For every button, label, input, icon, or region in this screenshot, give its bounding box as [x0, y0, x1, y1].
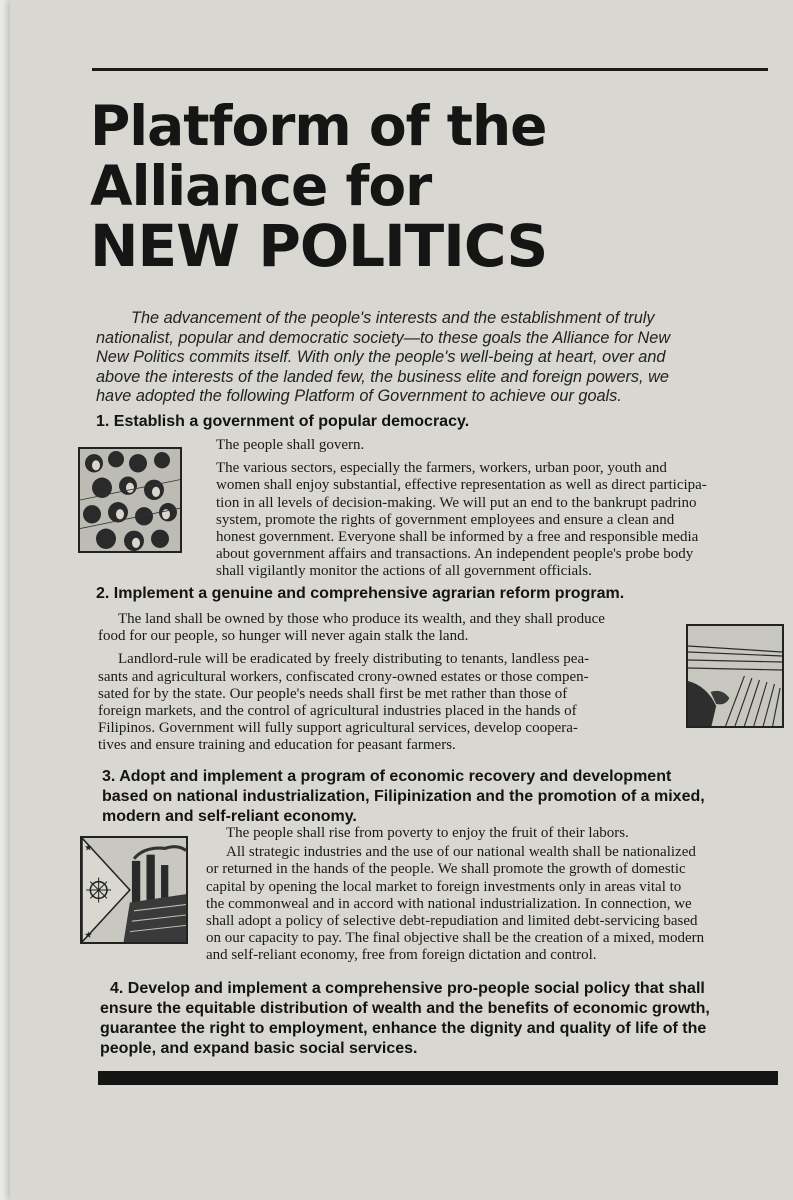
section-1-lead: The people shall govern. — [216, 437, 365, 453]
bottom-rule — [98, 1071, 778, 1085]
intro-line: The advancement of the people's interests and the establishment of truly — [131, 309, 655, 327]
svg-text:★: ★ — [84, 929, 93, 941]
body-line: on our capacity to pay. The final objective shall be the creation of a mixed, modern — [206, 930, 705, 947]
svg-text:★: ★ — [84, 842, 93, 854]
heading-line: 3. Adopt and implement a program of economic recovery and development — [102, 768, 672, 785]
intro-paragraph — [96, 309, 776, 407]
body-line: shall vigilantly monitor the actions of all government officials. — [216, 563, 592, 580]
body-line: about government affairs and transactions. An independent people's probe body — [216, 546, 694, 563]
heading-line: modern and self-reliant economy. — [102, 808, 357, 825]
section-1-body — [216, 437, 707, 581]
body-line: The land shall be owned by those who produce its wealth, and they shall produce — [118, 611, 605, 627]
page-title — [90, 94, 690, 280]
body-line: Filipinos. Government will fully support agricultural services, develop coopera- — [98, 720, 578, 737]
body-line: The various sectors, especially the farmers, workers, urban poor, youth and — [216, 460, 667, 477]
factory-flag-illustration — [80, 836, 188, 944]
body-line: sants and agricultural workers, confiscated crony-owned estates or those compen- — [98, 668, 589, 685]
body-line: or returned in the hands of the people. We shall promote the growth of domestic — [206, 861, 686, 878]
farmer-harvest-illustration — [686, 624, 784, 728]
body-line: All strategic industries and the use of our national wealth shall be nationalized — [226, 844, 696, 861]
section-2-body — [98, 611, 605, 755]
section-3-lead: The people shall rise from poverty to enjoy the fruit of their labors. — [226, 825, 629, 841]
body-line: shall adopt a policy of selective debt-repudiation and limited debt-servicing based — [206, 913, 698, 930]
top-rule — [92, 68, 768, 71]
section-2-heading — [96, 584, 624, 604]
intro-line: New Politics commits itself. With only the people's well-being at heart, over and — [96, 348, 666, 366]
body-line: the commonweal and in accord with national industrialization. In connection, we — [206, 895, 692, 912]
section-3-heading — [102, 767, 705, 827]
body-line: honest government. Everyone shall be informed by a free and responsible media — [216, 529, 699, 546]
body-line: foreign markets, and the control of agricultural industries placed in the hands of — [98, 703, 577, 720]
body-line: women shall enjoy substantial, effective representation as well as direct participa- — [216, 477, 707, 494]
body-line: sated for by the state. Our people's needs shall first be met rather than those of — [98, 685, 568, 702]
crowd-illustration — [78, 447, 182, 553]
body-line: and self-reliant economy, free from foreign dictation and control. — [206, 947, 597, 964]
heading-line: 2. Implement a genuine and comprehensive agrarian reform program. — [96, 585, 625, 602]
document-page — [10, 0, 793, 1200]
intro-line: have adopted the following Platform of Government to achieve our goals. — [96, 387, 622, 405]
section-3-body — [206, 825, 704, 965]
heading-line: 1. Establish a government of popular democracy. — [96, 413, 470, 430]
heading-line: based on national industrialization, Filipinization and the promotion of a mixed, — [102, 788, 705, 805]
intro-line: above the interests of the landed few, the business elite and foreign powers, we — [96, 367, 669, 386]
section-4-heading — [100, 979, 710, 1059]
section-1-heading — [96, 412, 469, 432]
intro-line: nationalist, popular and democratic society—to these goals the Alliance for New — [96, 328, 671, 347]
body-line: food for our people, so hunger will never again stalk the land. — [98, 628, 469, 645]
heading-line: people, and expand basic social services. — [100, 1040, 418, 1057]
heading-line: ensure the equitable distribution of wealth and the benefits of economic growth, — [100, 1000, 710, 1017]
body-line: Landlord-rule will be eradicated by freely distributing to tenants, landless pea- — [118, 651, 590, 668]
body-line: tives and ensure training and education for peasant farmers. — [98, 737, 456, 754]
heading-line: 4. Develop and implement a comprehensive pro-people social policy that shall — [110, 980, 705, 997]
title-line-3: NEW POLITICS — [90, 212, 548, 280]
body-line: system, promote the rights of government employees and ensure a clean and — [216, 511, 675, 528]
title-line-2: Alliance for — [90, 154, 432, 218]
body-line: tion in all levels of decision-making. We will put an end to the bankrupt padrino — [216, 494, 697, 511]
body-line: capital by opening the local market to foreign investments only in areas vital to — [206, 878, 682, 895]
title-line-1: Platform of the — [90, 94, 547, 158]
heading-line: guarantee the right to employment, enhance the dignity and quality of life of the — [100, 1020, 707, 1037]
